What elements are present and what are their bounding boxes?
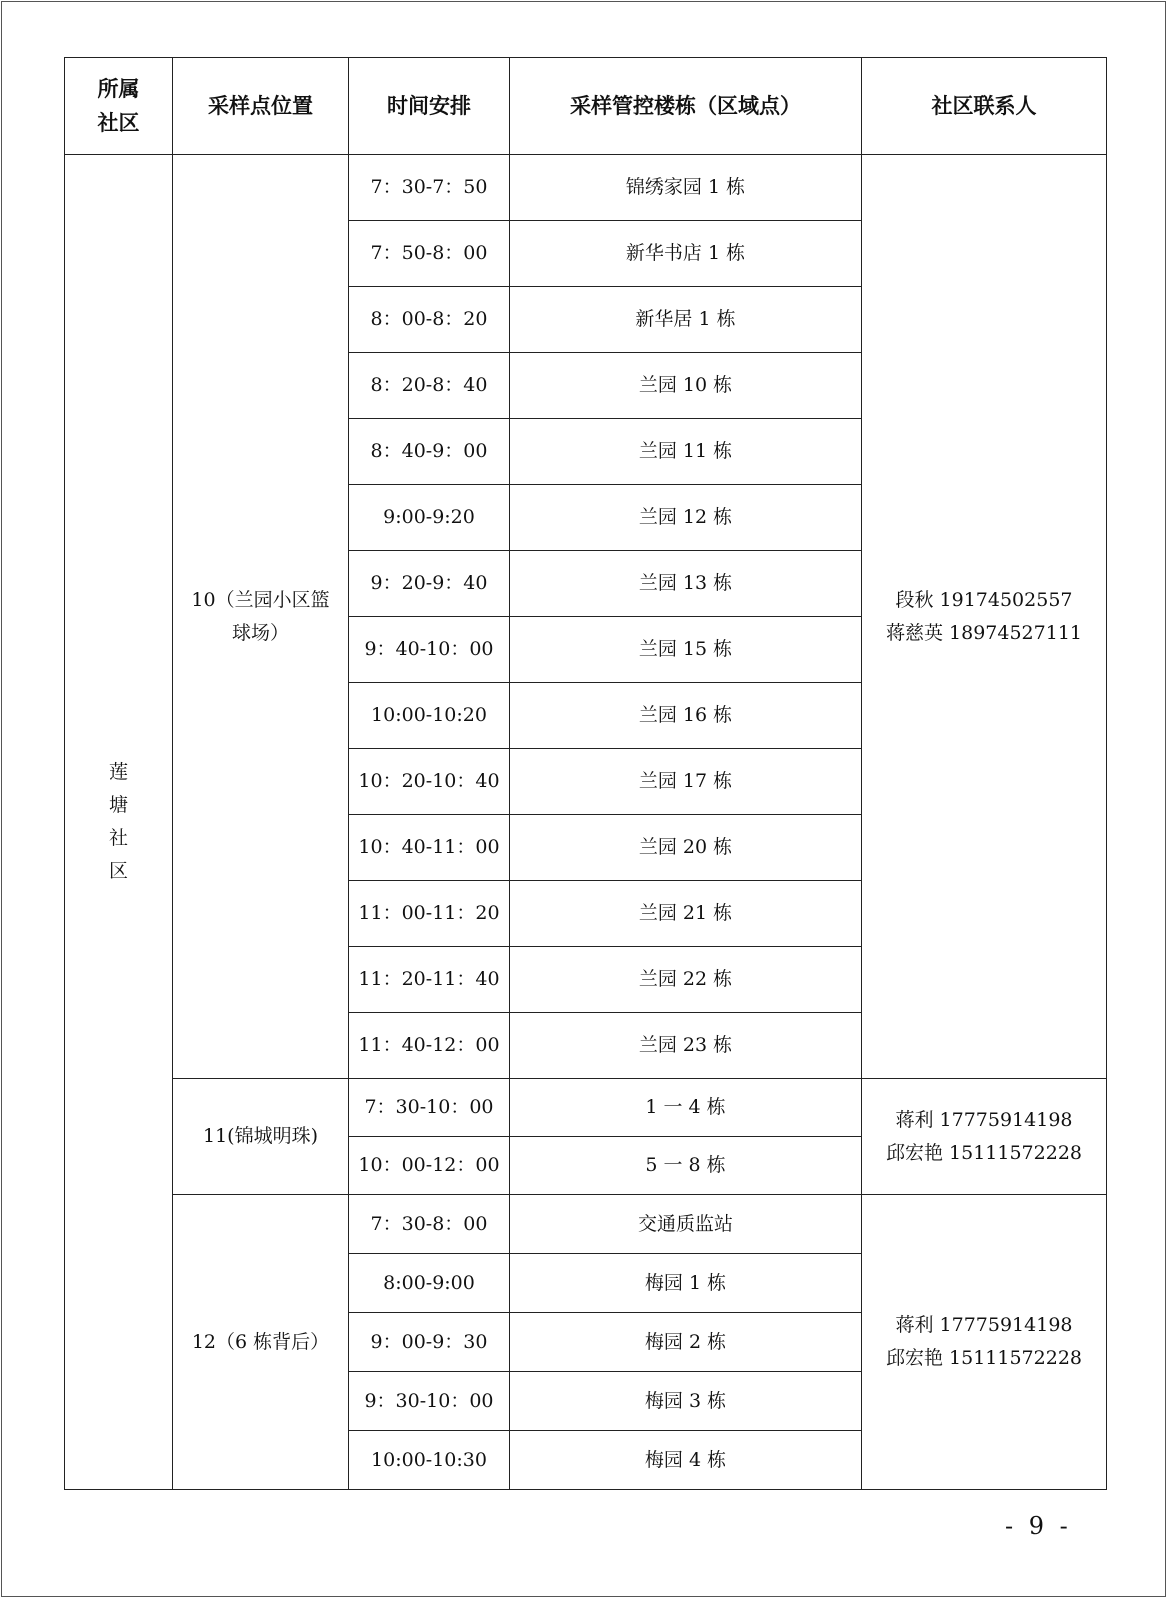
site10-label-line2: 球场） xyxy=(231,621,289,644)
building-cell: 兰园 22 栋 xyxy=(510,947,862,1013)
site10-label-line1: 10（兰园小区篮 xyxy=(191,588,330,611)
building-cell: 梅园 1 栋 xyxy=(510,1254,862,1313)
site10-contact-cell xyxy=(862,155,1107,1079)
contact-line: 蒋利 17775914198 xyxy=(895,1314,1073,1336)
time-cell: 10：00-12：00 xyxy=(349,1137,510,1195)
building-cell: 兰园 10 栋 xyxy=(510,353,862,419)
contact-line: 蒋慈英 18974527111 xyxy=(885,621,1082,644)
building-cell: 新华居 1 栋 xyxy=(510,287,862,353)
header-community-line2: 社区 xyxy=(97,110,140,135)
time-cell: 10：20-10：40 xyxy=(349,749,510,815)
building-cell: 锦绣家园 1 栋 xyxy=(510,155,862,221)
time-cell: 9:00-9:20 xyxy=(349,485,510,551)
time-cell: 7：30-8：00 xyxy=(349,1195,510,1254)
header-buildings: 采样管控楼栋（区域点） xyxy=(510,58,862,155)
header-time: 时间安排 xyxy=(349,58,510,155)
building-cell: 交通质监站 xyxy=(510,1195,862,1254)
time-cell: 7：30-10：00 xyxy=(349,1079,510,1137)
header-contact: 社区联系人 xyxy=(862,58,1107,155)
time-cell: 9：40-10：00 xyxy=(349,617,510,683)
site11-label-cell: 11(锦城明珠) xyxy=(173,1079,349,1195)
table-row xyxy=(65,1079,1107,1137)
building-cell: 兰园 23 栋 xyxy=(510,1013,862,1079)
sampling-schedule-table xyxy=(64,57,1107,1490)
building-cell: 兰园 15 栋 xyxy=(510,617,862,683)
time-cell: 10：40-11：00 xyxy=(349,815,510,881)
building-cell: 5 一 8 栋 xyxy=(510,1137,862,1195)
building-cell: 梅园 4 栋 xyxy=(510,1431,862,1490)
header-community-line1: 所属 xyxy=(97,76,140,101)
building-cell: 兰园 21 栋 xyxy=(510,881,862,947)
time-cell: 10:00-10:30 xyxy=(349,1431,510,1490)
time-cell: 7：50-8：00 xyxy=(349,221,510,287)
site12-label-cell: 12（6 栋背后） xyxy=(173,1195,349,1490)
time-cell: 11：20-11：40 xyxy=(349,947,510,1013)
site11-contact-cell xyxy=(862,1079,1107,1195)
contact-line: 蒋利 17775914198 xyxy=(895,1108,1073,1131)
time-cell: 9：20-9：40 xyxy=(349,551,510,617)
header-site: 采样点位置 xyxy=(173,58,349,155)
time-cell: 11：40-12：00 xyxy=(349,1013,510,1079)
time-cell: 8:00-9:00 xyxy=(349,1254,510,1313)
time-cell: 9：30-10：00 xyxy=(349,1372,510,1431)
table-row xyxy=(65,155,1107,221)
community-char: 莲 xyxy=(108,761,128,783)
time-cell: 9：00-9：30 xyxy=(349,1313,510,1372)
time-cell: 11：00-11：20 xyxy=(349,881,510,947)
header-community xyxy=(65,58,173,155)
building-cell: 兰园 17 栋 xyxy=(510,749,862,815)
building-cell: 兰园 16 栋 xyxy=(510,683,862,749)
contact-line: 段秋 19174502557 xyxy=(895,588,1073,611)
page-number: - 9 - xyxy=(1005,1512,1072,1540)
header-row xyxy=(65,58,1107,155)
community-char: 塘 xyxy=(108,794,128,816)
building-cell: 新华书店 1 栋 xyxy=(510,221,862,287)
time-cell: 8：40-9：00 xyxy=(349,419,510,485)
building-cell: 梅园 3 栋 xyxy=(510,1372,862,1431)
time-cell: 8：20-8：40 xyxy=(349,353,510,419)
table-row xyxy=(65,1195,1107,1254)
building-cell: 兰园 20 栋 xyxy=(510,815,862,881)
site12-contact-cell xyxy=(862,1195,1107,1490)
community-cell xyxy=(65,155,173,1490)
time-cell: 8：00-8：20 xyxy=(349,287,510,353)
contact-line: 邱宏艳 15111572228 xyxy=(885,1347,1082,1369)
building-cell: 1 一 4 栋 xyxy=(510,1079,862,1137)
time-cell: 10:00-10:20 xyxy=(349,683,510,749)
building-cell: 兰园 12 栋 xyxy=(510,485,862,551)
community-char: 社 xyxy=(108,827,128,849)
building-cell: 梅园 2 栋 xyxy=(510,1313,862,1372)
time-cell: 7：30-7：50 xyxy=(349,155,510,221)
community-char: 区 xyxy=(108,860,128,882)
site10-label-cell xyxy=(173,155,349,1079)
building-cell: 兰园 13 栋 xyxy=(510,551,862,617)
building-cell: 兰园 11 栋 xyxy=(510,419,862,485)
contact-line: 邱宏艳 15111572228 xyxy=(885,1141,1082,1164)
